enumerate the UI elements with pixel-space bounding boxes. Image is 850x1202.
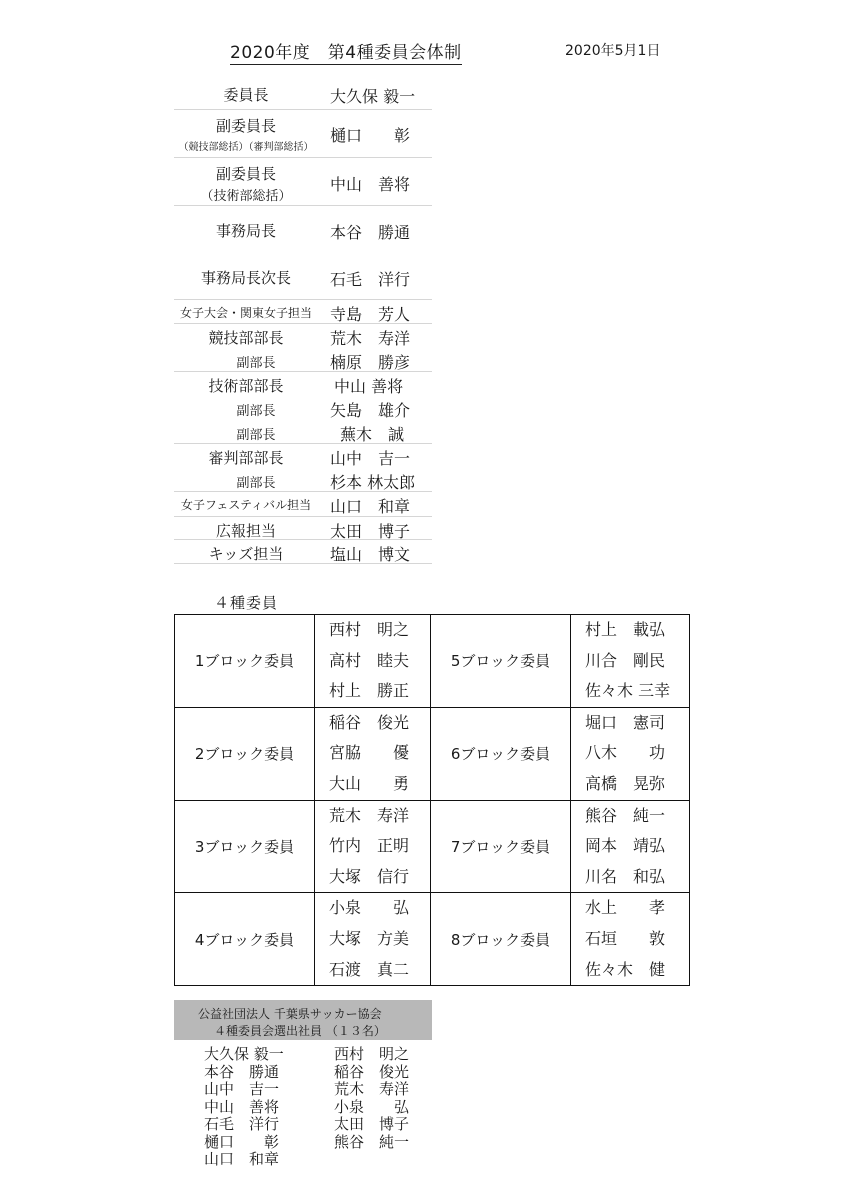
- member-name: 村上 載弘: [585, 620, 666, 639]
- officer-row: [174, 158, 432, 206]
- officer-role: 女子フェスティバル担当: [180, 498, 312, 512]
- member-name: 石渡 真二: [329, 959, 410, 979]
- officer-name: 樋口 彰: [330, 126, 411, 145]
- association-name: 公益社団法人 千葉県サッカー協会: [198, 1007, 382, 1021]
- officer-role: 技術部部長: [208, 377, 284, 395]
- block-label: 3ブロック委員: [175, 800, 315, 893]
- members-column-left: [204, 1046, 284, 1169]
- officer-name: 中山 善将: [330, 175, 411, 194]
- list-item: 石毛 洋行: [204, 1115, 280, 1133]
- member-name: 水上 孝: [585, 898, 666, 918]
- list-item: 山口 和章: [204, 1150, 280, 1168]
- officer-name: 山口 和章: [330, 497, 411, 516]
- member-name: 荒木 寿洋: [329, 805, 410, 825]
- officer-name: 荒木 寿洋: [330, 329, 411, 348]
- block-members: [315, 707, 431, 800]
- block-members: [571, 893, 690, 986]
- officer-row: [174, 110, 432, 158]
- officer-row: [174, 300, 432, 324]
- association-subtitle: ４種委員会選出社員 （１３名）: [214, 1024, 386, 1038]
- officer-name: 矢島 雄介: [330, 401, 411, 420]
- block-label: 8ブロック委員: [431, 893, 571, 986]
- list-item: 山中 吉一: [204, 1080, 280, 1098]
- officer-role: 審判部部長: [208, 449, 284, 467]
- members-column-right: [334, 1046, 409, 1151]
- block-members: [315, 893, 431, 986]
- member-name: 大塚 方美: [329, 928, 410, 948]
- list-item: 太田 博子: [334, 1115, 410, 1133]
- document-date: 2020年5月1日: [565, 43, 661, 59]
- officer-name: 楠原 勝彦: [330, 353, 411, 372]
- officer-row: [174, 420, 432, 444]
- officer-role: 事務局長: [215, 222, 276, 240]
- block-members: [315, 615, 431, 708]
- member-name: 佐々木 三幸: [585, 681, 671, 701]
- officer-role: 事務局長次長: [200, 269, 291, 287]
- block-label: 1ブロック委員: [175, 615, 315, 708]
- table-row: [175, 707, 690, 800]
- officer-list: [174, 76, 432, 564]
- list-item: 本谷 勝通: [204, 1062, 280, 1081]
- officer-row: [174, 348, 432, 372]
- officer-row: [174, 540, 432, 564]
- list-item: 中山 善将: [204, 1097, 280, 1116]
- member-name: 西村 明之: [329, 620, 410, 639]
- block-members: [571, 800, 690, 893]
- committee-table: [174, 614, 690, 986]
- officer-name: 石毛 洋行: [330, 270, 411, 289]
- officer-name: 本谷 勝通: [330, 223, 411, 242]
- officer-name: 太田 博子: [330, 522, 411, 541]
- block-members: [571, 615, 690, 708]
- list-item: 熊谷 純一: [334, 1132, 410, 1151]
- member-name: 高橋 晃弥: [585, 773, 666, 793]
- member-name: 大山 勇: [329, 773, 410, 793]
- table-row: [175, 615, 690, 708]
- block-label: 5ブロック委員: [431, 615, 571, 708]
- block-label: 7ブロック委員: [431, 800, 571, 893]
- committee-label: ４種委員: [214, 594, 279, 612]
- list-item: 荒木 寿洋: [334, 1080, 410, 1098]
- member-name: 石垣 敦: [585, 928, 666, 948]
- page-title: 2020年度 第4種委員会体制: [230, 38, 462, 65]
- officer-role: 副委員長: [215, 117, 276, 135]
- officer-row: [174, 372, 432, 396]
- member-name: 村上 勝正: [329, 681, 410, 701]
- officer-role: 副部長: [236, 404, 276, 419]
- member-name: 高村 睦夫: [329, 650, 410, 670]
- list-item: 西村 明之: [334, 1045, 410, 1063]
- table-row: [175, 800, 690, 893]
- officer-name: 塩山 博文: [330, 545, 411, 564]
- list-item: 稲谷 俊光: [334, 1062, 410, 1081]
- member-name: 熊谷 純一: [585, 805, 666, 825]
- block-members: [315, 800, 431, 893]
- association-box: [174, 1000, 432, 1040]
- officer-row: [174, 324, 432, 348]
- officer-role: 副部長: [236, 428, 276, 443]
- officer-role: 委員長: [223, 86, 269, 104]
- member-name: 竹内 正明: [329, 836, 410, 856]
- member-name: 稲谷 俊光: [329, 712, 410, 732]
- officer-name: 山中 吉一: [330, 449, 411, 468]
- member-name: 堀口 憲司: [585, 712, 666, 732]
- officer-role: 副部長: [236, 356, 276, 371]
- officer-name: 蕪木 誠: [340, 425, 405, 444]
- officer-note: （技術部総括）: [200, 189, 292, 204]
- officer-role: 副部長: [236, 476, 276, 491]
- officer-role: 副委員長: [215, 165, 276, 183]
- officer-name: 杉本 林太郎: [330, 473, 416, 492]
- list-item: 大久保 毅一: [204, 1045, 284, 1063]
- member-name: 八木 功: [585, 743, 666, 763]
- block-members: [571, 707, 690, 800]
- officer-name: 寺島 芳人: [330, 305, 411, 324]
- list-item: 小泉 弘: [334, 1097, 410, 1116]
- officer-role: 広報担当: [215, 522, 276, 540]
- officer-row: [174, 76, 432, 110]
- block-label: 4ブロック委員: [175, 893, 315, 986]
- officer-row: [174, 468, 432, 492]
- officer-role: 競技部部長: [208, 329, 284, 347]
- table-row: [175, 893, 690, 986]
- officer-role: 女子大会・関東女子担当: [179, 306, 312, 320]
- member-name: 大塚 信行: [329, 866, 410, 886]
- member-name: 川名 和弘: [585, 866, 666, 886]
- officer-note: （競技部総括）（審判部総括）: [178, 142, 314, 153]
- member-name: 小泉 弘: [329, 898, 410, 918]
- block-label: 2ブロック委員: [175, 707, 315, 800]
- member-name: 佐々木 健: [585, 959, 666, 979]
- officer-row: [174, 396, 432, 420]
- officer-row: [174, 516, 432, 540]
- block-label: 6ブロック委員: [431, 707, 571, 800]
- officer-name: 大久保 毅一: [330, 87, 416, 106]
- list-item: 樋口 彰: [204, 1132, 280, 1151]
- officer-row: [174, 492, 432, 516]
- member-name: 川合 剛民: [585, 650, 666, 670]
- officer-role: キッズ担当: [208, 545, 284, 563]
- officer-row: [174, 444, 432, 468]
- officer-name: 中山 善将: [334, 377, 404, 396]
- officer-row: [174, 254, 432, 300]
- member-name: 宮脇 優: [329, 743, 410, 763]
- officer-row: [174, 206, 432, 254]
- member-name: 岡本 靖弘: [585, 836, 666, 856]
